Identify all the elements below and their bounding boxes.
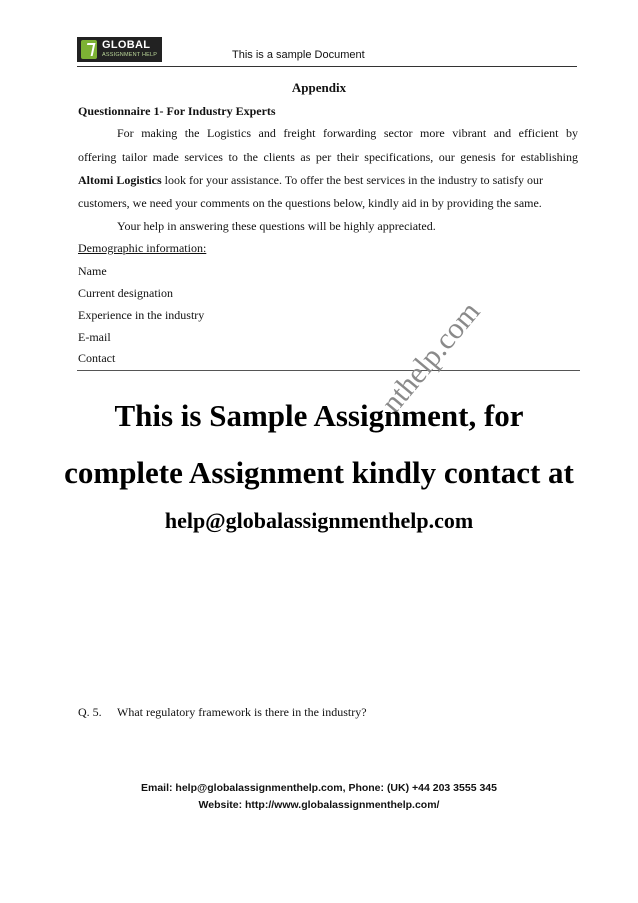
paragraph-line: For making the Logistics and freight forwarding sector more vibrant and efficient by bbox=[117, 126, 578, 140]
company-logo bbox=[77, 37, 162, 62]
logo-main-text: GLOBAL bbox=[102, 39, 151, 52]
paragraph-line: Your help in answering these questions will be highly appreciated. bbox=[117, 219, 436, 233]
paragraph-text: look for your assistance. To offer the best services in the industry to satisfy our bbox=[161, 173, 543, 187]
paragraph-line: customers, we need your comments on the questions below, kindly aid in by providing the same. bbox=[78, 196, 542, 210]
paragraph-line bbox=[78, 173, 578, 188]
question-text: What regulatory framework is there in the industry? bbox=[117, 705, 367, 719]
question-number: Q. 5. bbox=[78, 705, 102, 719]
field-label-email: E-mail bbox=[78, 330, 111, 344]
logo-sub-text: ASSIGNMENT HELP bbox=[102, 52, 158, 59]
logo-icon bbox=[81, 40, 97, 59]
watermark: nthelp.com bbox=[375, 295, 487, 420]
field-label-name: Name bbox=[78, 264, 107, 278]
company-name: Altomi Logistics bbox=[78, 173, 162, 187]
field-label-designation: Current designation bbox=[78, 286, 173, 300]
footer-website: Website: http://www.globalassignmenthelp.com/ bbox=[198, 799, 440, 811]
contact-email-link[interactable]: help@globalassignmenthelp.com bbox=[164, 508, 474, 533]
sample-notice-line2: complete Assignment kindly contact at bbox=[64, 455, 574, 490]
paragraph-line: offering tailor made services to the clients as per their specifications, our genesis for establishing bbox=[78, 150, 578, 164]
field-label-experience: Experience in the industry bbox=[78, 308, 205, 322]
appendix-heading: Appendix bbox=[291, 80, 347, 95]
header-divider bbox=[77, 66, 577, 67]
field-label-contact: Contact bbox=[78, 351, 116, 365]
section-divider bbox=[77, 370, 580, 371]
questionnaire-title: Questionnaire 1- For Industry Experts bbox=[78, 104, 276, 118]
footer-contact: Email: help@globalassignmenthelp.com, Phone: (UK) +44 203 3555 345 bbox=[141, 782, 497, 794]
demographic-heading: Demographic information: bbox=[78, 241, 207, 255]
sample-notice-line1: This is Sample Assignment, for bbox=[114, 398, 524, 433]
header-title: This is a sample Document bbox=[232, 49, 365, 61]
